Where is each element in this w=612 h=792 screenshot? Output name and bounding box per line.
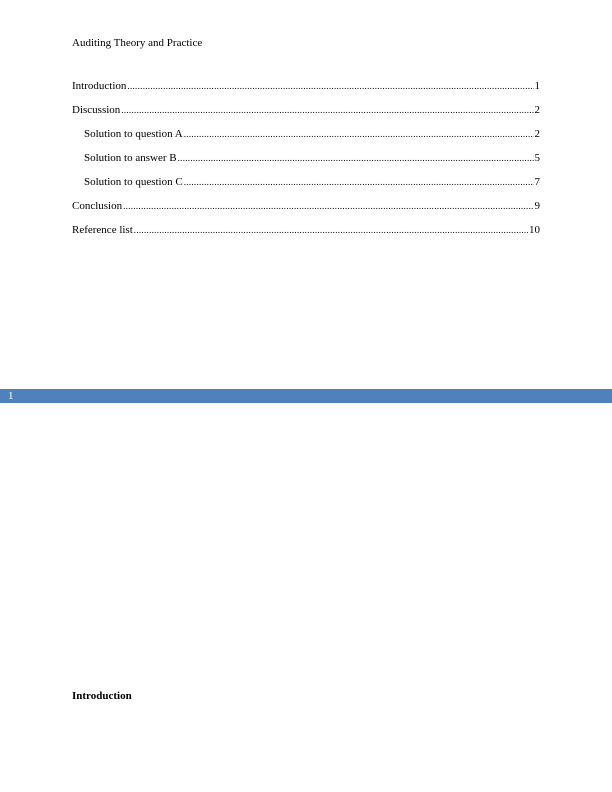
toc-entry-solution-question-c[interactable] [72,175,540,199]
toc-entry-page: 7 [534,176,540,188]
toc-entry-label: Discussion [72,104,121,116]
toc-entry-label: Reference list [72,224,133,236]
toc-entry-label: Solution to answer B [84,152,177,164]
running-header-title: Auditing Theory and Practice [72,37,203,49]
toc-entry-label: Introduction [72,80,127,92]
toc-dot-leader [121,103,533,117]
page-number: 1 [8,390,14,402]
section-heading-introduction: Introduction [72,690,132,702]
toc-entry-label: Solution to question C [84,176,183,188]
toc-entry-page: 5 [534,152,540,164]
toc-entry-page: 2 [534,104,540,116]
toc-entry-page: 1 [534,80,540,92]
toc-entry-page: 10 [529,224,540,236]
page-footer-bar [0,389,612,403]
toc-entry-page: 9 [534,200,540,212]
toc-entry-discussion[interactable] [72,103,540,127]
toc-entry-label: Solution to question A [84,128,183,140]
toc-dot-leader [127,79,533,93]
toc-entry-page: 2 [534,128,540,140]
toc-entry-label: Conclusion [72,200,123,212]
toc-dot-leader [184,175,534,189]
toc-dot-leader [134,223,528,237]
toc-entry-conclusion[interactable] [72,199,540,223]
toc-dot-leader [184,127,534,141]
toc-dot-leader [123,199,533,213]
table-of-contents [72,79,540,247]
toc-entry-solution-question-a[interactable] [72,127,540,151]
toc-entry-introduction[interactable] [72,79,540,103]
toc-dot-leader [178,151,534,165]
toc-entry-reference-list[interactable] [72,223,540,247]
toc-entry-solution-answer-b[interactable] [72,151,540,175]
